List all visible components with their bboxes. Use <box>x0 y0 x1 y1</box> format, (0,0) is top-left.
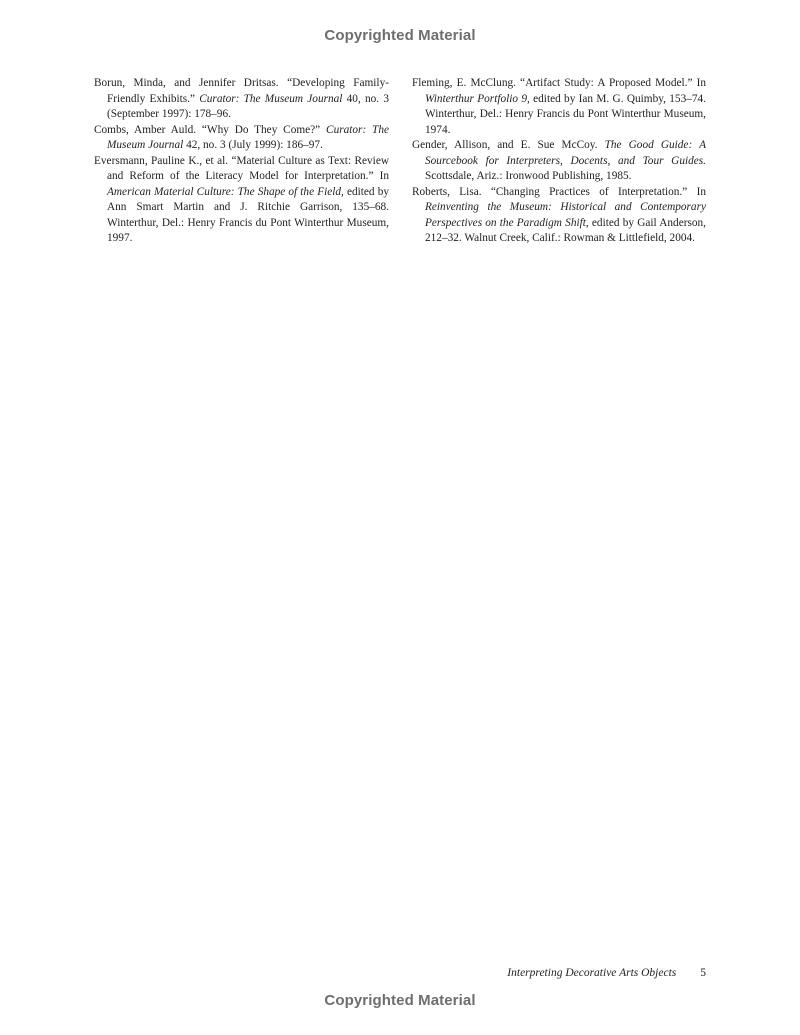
entry-title-italic: Reinventing the Museum: Historical and Contemporary Perspectives on the Paradigm Shift <box>425 201 706 229</box>
entry-text: , edited by Gail Anderson, 212–32. Walnut Creek, Calif.: Rowman & Littlefield, 2004. <box>425 216 706 244</box>
entry-title-italic: Curator: The Museum Journal <box>107 123 390 151</box>
entry-text: Gender, Allison, and E. Sue McCoy. <box>412 139 605 151</box>
entry-text: Scottsdale, Ariz.: Ironwood Publishing, 1985. <box>425 170 632 182</box>
entry-title-italic: The Good Guide: A Sourcebook for Interpreters, Docents, and Tour Guides. <box>425 139 706 167</box>
bibliography-entry <box>412 185 706 247</box>
bibliography-entry <box>94 76 389 123</box>
bibliography-right-column <box>412 76 706 247</box>
bibliography-entry <box>412 138 706 185</box>
entry-title-italic: American Material Culture: The Shape of the Field <box>107 185 342 198</box>
entry-title-italic: Winterthur Portfolio 9 <box>425 92 528 105</box>
entry-text: Eversmann, Pauline K., et al. “Material Culture as Text: Review and Reform of the Literacy Model for Interpretation.” In <box>94 154 389 182</box>
watermark-bottom: Copyrighted Material <box>324 992 476 1009</box>
bibliography-left-column <box>94 76 389 247</box>
running-title: Interpreting Decorative Arts Objects <box>507 967 677 979</box>
bibliography-entry <box>412 76 706 138</box>
entry-text: Fleming, E. McClung. “Artifact Study: A Proposed Model.” In <box>412 77 706 89</box>
page-number: 5 <box>700 967 706 979</box>
bibliography-entry <box>94 123 389 154</box>
entry-text: 40, no. 3 (September 1997): 178–96. <box>107 92 389 120</box>
entry-text: 42, no. 3 (July 1999): 186–97. <box>183 139 323 151</box>
entry-text: Borun, Minda, and Jennifer Dritsas. “Developing Family-Friendly Exhibits.” <box>94 77 389 105</box>
entry-text: , edited by Ann Smart Martin and J. Ritchie Garrison, 135–68. Winterthur, Del.: Henry Francis du Pont Winterthur Museum, 1997. <box>107 185 389 244</box>
entry-text: , edited by Ian M. G. Quimby, 153–74. Winterthur, Del.: Henry Francis du Pont Winterthur Museum, 1974. <box>425 92 706 136</box>
entry-text: Roberts, Lisa. “Changing Practices of Interpretation.” In <box>412 185 706 198</box>
entry-title-italic: Curator: The Museum Journal <box>199 92 343 105</box>
entry-text: Combs, Amber Auld. “Why Do They Come?” <box>94 123 327 136</box>
watermark-top: Copyrighted Material <box>324 27 476 44</box>
bibliography-entry <box>94 154 389 247</box>
page-footer <box>400 967 706 979</box>
